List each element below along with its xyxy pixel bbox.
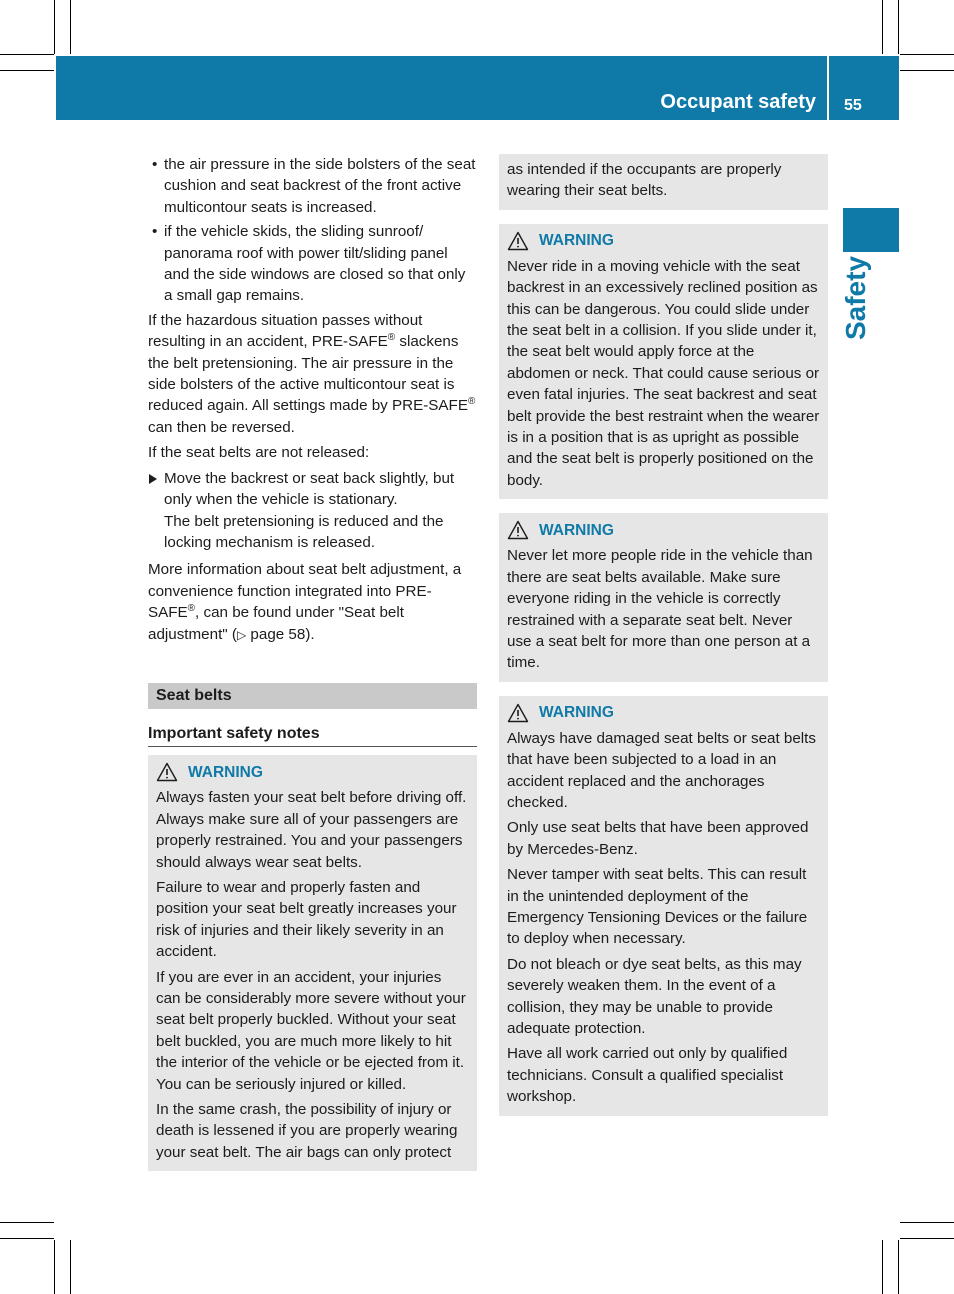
text-span: More information about seat belt adjustment, a convenience function integrated into PRE-SAFE (148, 561, 462, 622)
warning-triangle-icon (507, 703, 529, 723)
page-ref-arrow-icon: ▷ (236, 627, 247, 642)
warning-label: WARNING (188, 763, 263, 781)
warning-header (507, 229, 820, 253)
registered-mark: ® (387, 332, 396, 344)
warning-box (499, 224, 828, 499)
warning-box (499, 696, 828, 1116)
crop-mark (0, 1238, 54, 1239)
side-tab-label (830, 255, 882, 341)
warning-header (156, 760, 469, 784)
registered-mark: ® (187, 603, 196, 615)
warning-text: Only use seat belts that have been approved by Mercedes-Benz. (507, 819, 809, 858)
bullet-mark: • (152, 223, 158, 241)
section-title: Seat belts (148, 683, 477, 709)
warning-header (507, 518, 820, 542)
warning-text: If you are ever in an accident, your injuries can be considerably more severe without your seat belt properly buckled. Without your seat belt buckled, you are much more likely to hit the interior of the vehicle or be ejected from it. You can be seriously injured or killed. (156, 968, 466, 1093)
crop-mark (898, 1240, 899, 1294)
right-column (499, 154, 828, 1130)
crop-mark (900, 54, 954, 55)
warning-text: Do not bleach or dye seat belts, as this may severely weaken them. In the event of a collision, they may be unable to provide adequate protection. (507, 955, 802, 1037)
crop-mark (0, 1222, 54, 1223)
text-span: If the hazardous situation passes without resulting in an accident, PRE-SAFE (148, 311, 423, 351)
warning-label: WARNING (539, 521, 614, 539)
registered-mark: ® (467, 396, 476, 408)
paragraph-not-released: If the seat belts are not released: (148, 444, 370, 462)
paragraph-pre-safe (148, 310, 477, 438)
crop-mark (898, 0, 899, 54)
warning-text: as intended if the occupants are properly wearing their seat belts. (507, 161, 782, 200)
crop-mark (882, 0, 883, 54)
paragraph-more-info (148, 559, 477, 646)
warning-text: Have all work carried out only by qualified technicians. Consult a qualified specialist workshop. (507, 1045, 788, 1106)
page-ref-link[interactable]: page 58). (246, 625, 315, 643)
side-tab-text: Safety (840, 255, 872, 341)
crop-mark (882, 1240, 883, 1294)
warning-box (499, 513, 828, 681)
warning-label: WARNING (539, 232, 614, 250)
crop-mark (900, 1222, 954, 1223)
warning-triangle-icon (156, 762, 178, 782)
warning-header (507, 701, 820, 725)
warning-text: Never let more people ride in the vehicle than there are seat belts available. Make sure everyone riding in the vehicle is correctly restrained with a separate seat belt. Never use a seat belt for more than one person at a time. (507, 547, 813, 672)
left-column (148, 154, 477, 1185)
warning-triangle-icon (507, 520, 529, 540)
header-title: Occupant safety (660, 91, 816, 113)
bullet-mark: • (152, 156, 158, 173)
step-result: The belt pretensioning is reduced and the locking mechanism is released. (164, 512, 444, 551)
text-span: can then be reversed. (148, 418, 295, 436)
step-arrow-icon (149, 474, 157, 484)
warning-triangle-icon (507, 231, 529, 251)
warning-box-continued (499, 154, 828, 210)
warning-text: Failure to wear and properly fasten and position your seat belt greatly increases your risk of injuries and their likely severity in an accident. (156, 878, 457, 961)
warning-label: WARNING (539, 704, 614, 722)
header-divider (827, 56, 829, 120)
crop-mark (54, 1240, 55, 1294)
crop-mark (0, 54, 54, 55)
warning-box (148, 755, 477, 1171)
bullet-item (148, 154, 477, 218)
crop-mark (54, 0, 55, 54)
page-header (56, 56, 899, 120)
instruction-step (148, 468, 477, 554)
warning-text: Never ride in a moving vehicle with the seat backrest in an excessively reclined position as this can be dangerous. You could slide under the seat belt in a collision. If you slide under it, the seat belt would apply force at the abdomen or neck. That could cause serious or even fatal injuries. The seat backrest and seat belt provide the best restraint when the wearer is in a position that is as upright as possible and the seat belt is properly positioned on the body. (507, 257, 820, 489)
text-span: slackens the belt pretensioning. The air pressure in the side bolsters of the active multicontour seat is reduced again. All settings made by PRE-SAFE (148, 333, 468, 415)
bullet-item (148, 221, 477, 307)
crop-mark (70, 0, 71, 54)
bullet-text: if the vehicle skids, the sliding sunroof/ panorama roof with power tilt/sliding panel and the side windows are closed so that only a small gap remains. (164, 223, 466, 305)
warning-text: Never tamper with seat belts. This can result in the unintended deployment of the Emergency Tensioning Devices or the failure to deploy when necessary. (507, 866, 808, 948)
step-text: Move the backrest or seat back slightly, but only when the vehicle is stationary. (164, 469, 455, 509)
crop-mark (70, 1240, 71, 1294)
crop-mark (900, 1238, 954, 1239)
text-span: , can be found under "Seat belt adjustment" ( (148, 604, 404, 643)
warning-text: Always fasten your seat belt before driving off. Always make sure all of your passengers are properly restrained. You and your passengers should always wear seat belts. (156, 789, 467, 871)
warning-text: In the same crash, the possibility of injury or death is lessened if you are properly wearing your seat belt. The air bags can only protect (156, 1101, 458, 1161)
subsection-title: Important safety notes (148, 723, 477, 747)
bullet-text: the air pressure in the side bolsters of the seat cushion and seat backrest of the front active multicontour seats is increased. (164, 156, 476, 216)
page-number: 55 (844, 97, 862, 114)
crop-mark (0, 70, 54, 71)
warning-text: Always have damaged seat belts or seat belts that have been subjected to a load in an accident replaced and the anchorages checked. (507, 729, 816, 811)
side-tab-marker (843, 208, 899, 252)
crop-mark (900, 70, 954, 71)
